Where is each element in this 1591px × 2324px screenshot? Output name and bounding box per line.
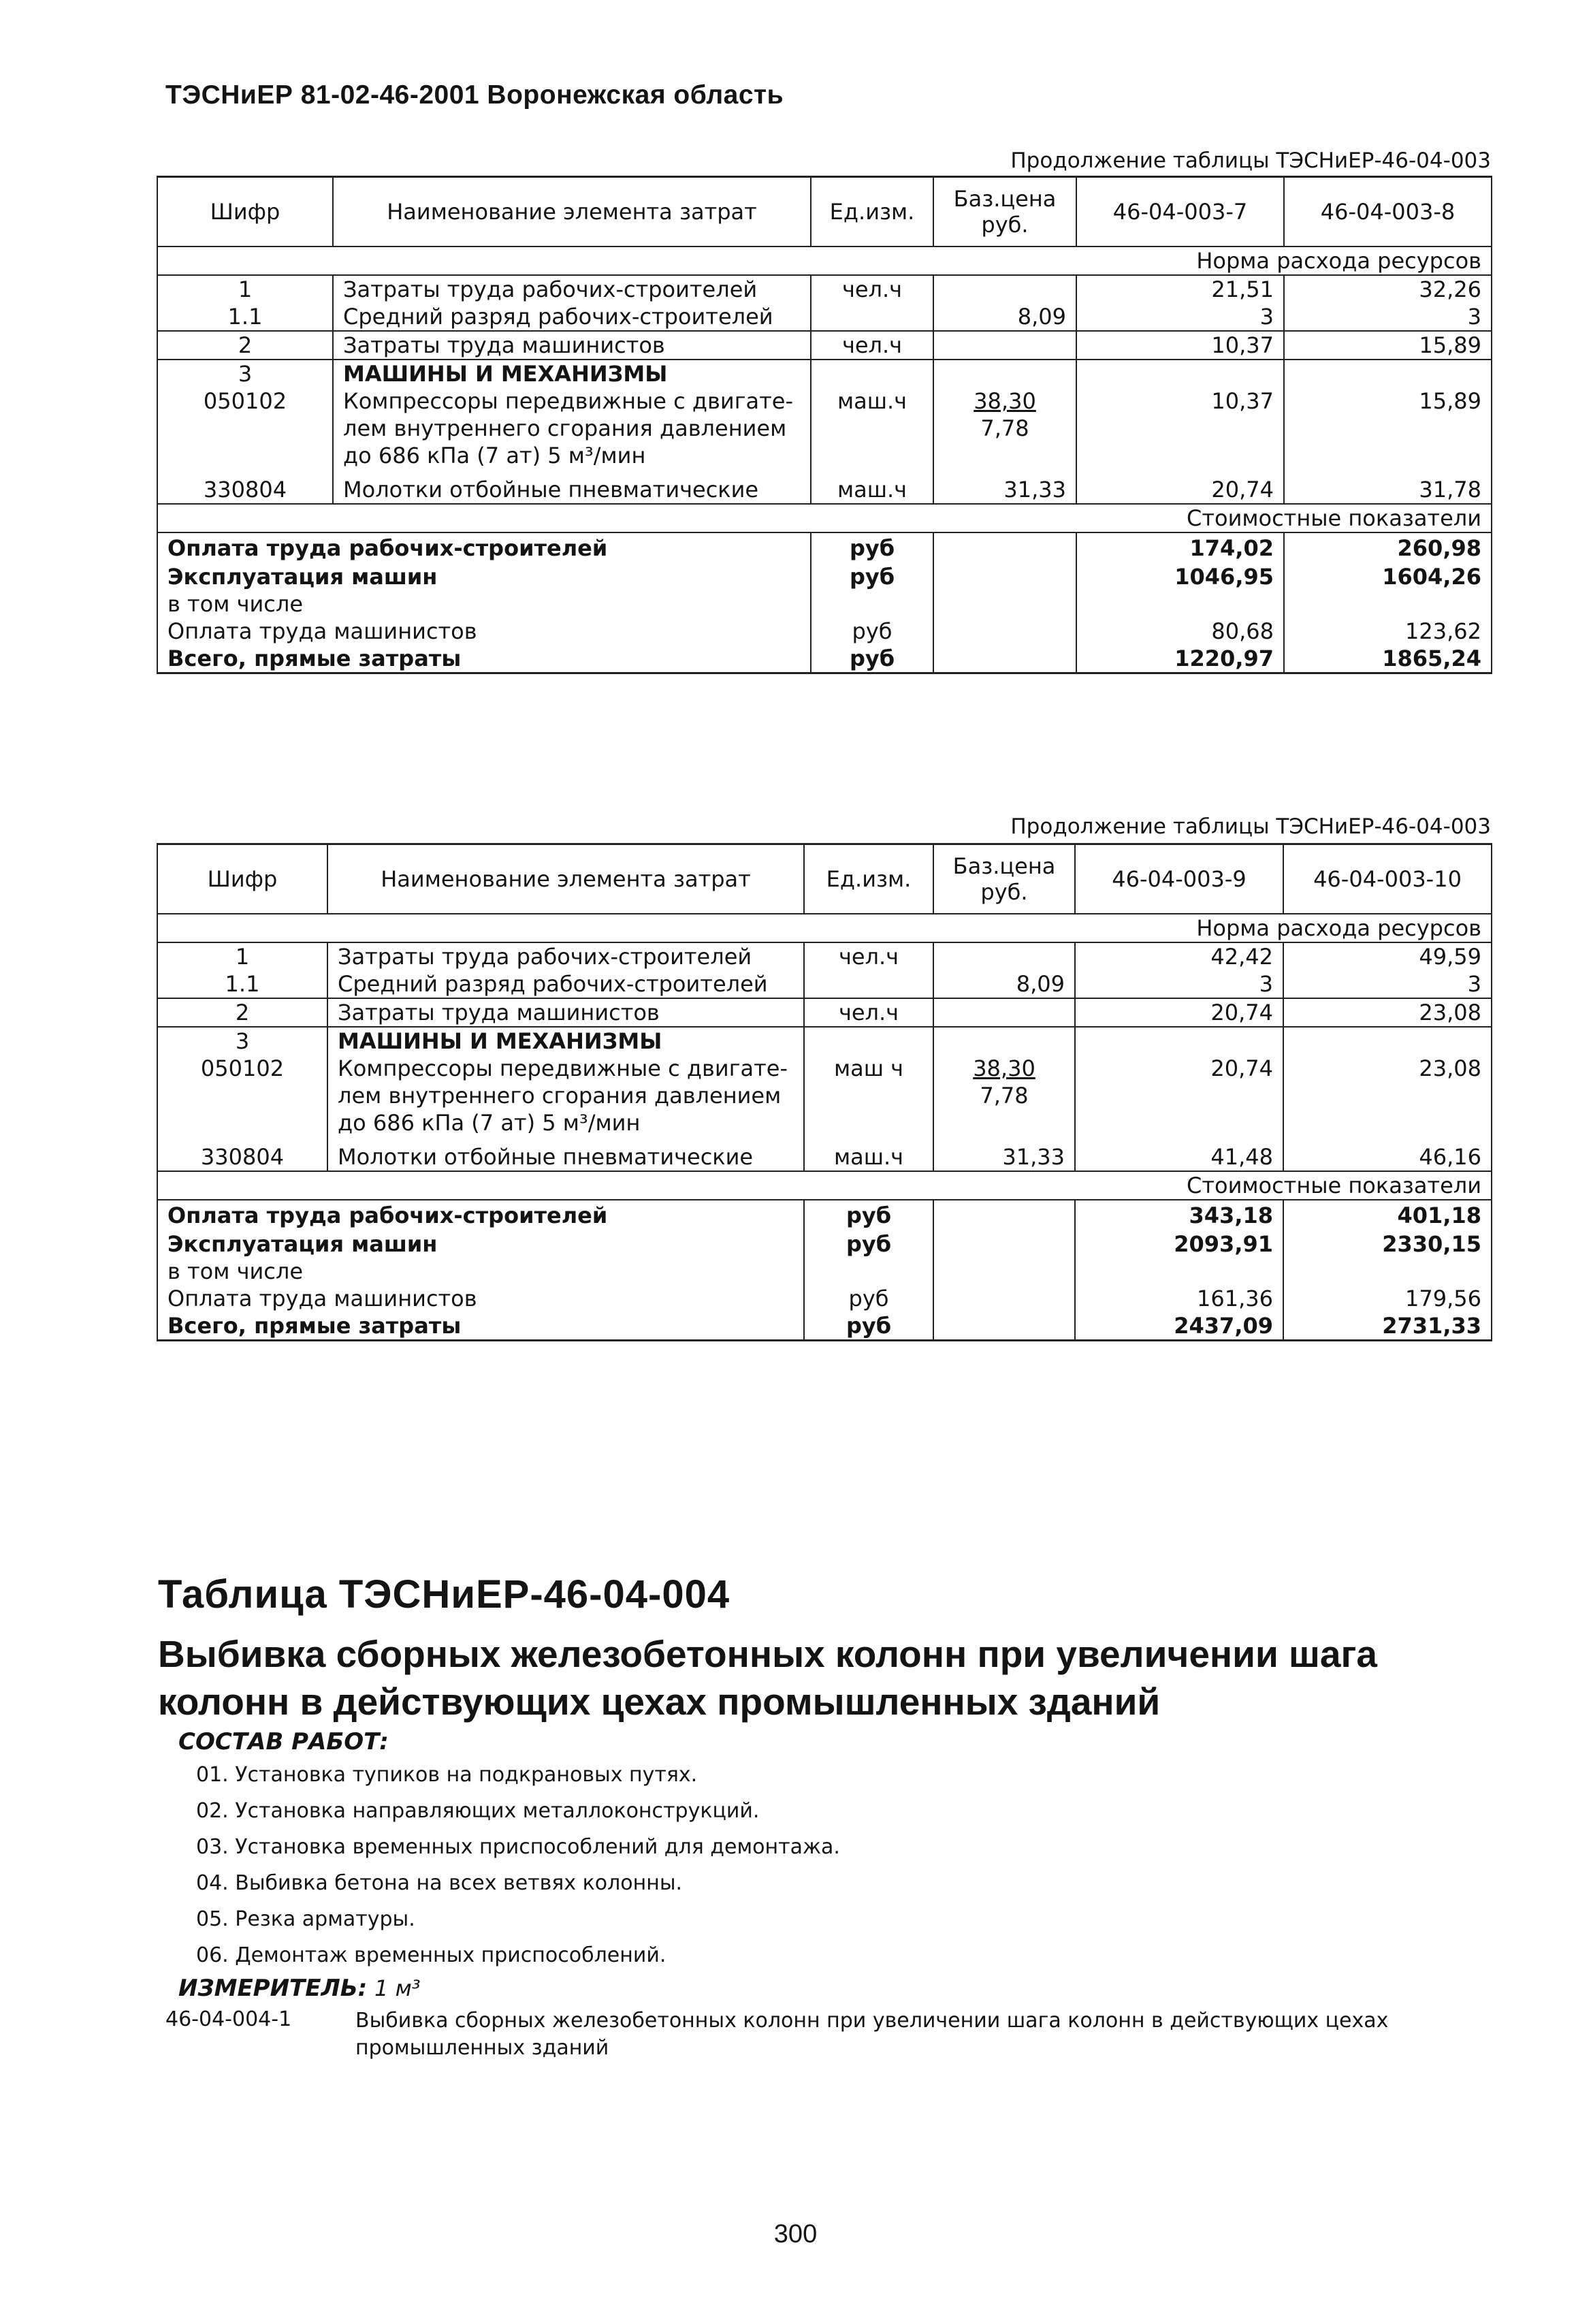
band-cost — [157, 1171, 1492, 1200]
header-name: Наименование элемента затрат — [333, 177, 811, 247]
row-value-a: 10,37 — [1076, 331, 1284, 360]
row-value-a: 20,74 — [1075, 998, 1283, 1027]
cost-unit: руб — [804, 1200, 933, 1230]
meter — [178, 1975, 421, 2002]
band-norm — [157, 914, 1492, 942]
cost-value-b: 123,62 — [1284, 618, 1492, 645]
row-value-a: 20,74 — [1076, 469, 1284, 504]
cost-value-b: 260,98 — [1284, 532, 1492, 563]
header-col-a: 46-04-003-7 — [1076, 177, 1284, 247]
table-row — [157, 331, 1492, 360]
band-norm-label: Норма расхода ресурсов — [157, 246, 1492, 275]
row-value-b: 15,89 — [1284, 387, 1492, 469]
header-unit: Ед.изм. — [804, 844, 933, 914]
cost-name: Эксплуатация машин — [157, 563, 811, 590]
cost-name: Оплата труда рабочих-строителей — [157, 1200, 804, 1230]
cost-row — [157, 1285, 1492, 1312]
row-code: 1.1 — [157, 303, 333, 331]
header-price: Баз.цена руб. — [933, 177, 1076, 247]
row-name: Средний разряд рабочих-строителей — [333, 303, 811, 331]
table-row — [157, 387, 1492, 469]
row-name-line: до 686 кПа (7 ат) 5 м³/мин — [338, 1110, 641, 1136]
row-value-b: 46,16 — [1283, 1136, 1492, 1171]
header-col-a: 46-04-003-9 — [1075, 844, 1283, 914]
cost-price — [933, 1200, 1075, 1230]
cost-value-a: 80,68 — [1076, 618, 1284, 645]
row-name: Затраты труда машинистов — [327, 998, 804, 1027]
meter-label: ИЗМЕРИТЕЛЬ: — [178, 1975, 368, 2002]
list-item: 04. Выбивка бетона на всех ветвях колонны. — [196, 1871, 683, 1895]
row-value-b: 31,78 — [1284, 469, 1492, 504]
cost-value-a: 174,02 — [1076, 532, 1284, 563]
list-item: 05. Резка арматуры. — [196, 1907, 415, 1931]
table-row — [157, 1027, 1492, 1055]
cost-price — [933, 532, 1076, 563]
row-unit — [811, 360, 933, 387]
row-name: Молотки отбойные пневматические — [327, 1136, 804, 1171]
list-item: 06. Демонтаж временных приспособлений. — [196, 1943, 666, 1967]
row-unit — [804, 970, 933, 998]
row-unit: чел.ч — [811, 275, 933, 303]
row-code: 3 — [157, 360, 333, 387]
entry-description: Выбивка сборных железобетонных колонн при увеличении шага колонн в действующих цехах промышленных зданий — [355, 2009, 1389, 2060]
row-price — [933, 331, 1076, 360]
header-name: Наименование элемента затрат — [327, 844, 804, 914]
header-row — [157, 177, 1492, 247]
row-price — [933, 360, 1076, 387]
row-name: Затраты труда рабочих-строителей — [333, 275, 811, 303]
meter-value: 1 м³ — [374, 1975, 421, 2001]
cost-value-b: 1604,26 — [1284, 563, 1492, 590]
cost-value-a: 2093,91 — [1075, 1230, 1283, 1258]
continuation-label: Продолжение таблицы ТЭСНиЕР-46-04-003 — [1010, 814, 1491, 839]
composition-heading: СОСТАВ РАБОТ: — [178, 1728, 389, 1755]
row-name: Молотки отбойные пневматические — [333, 469, 811, 504]
table-row — [157, 970, 1492, 998]
row-name — [333, 387, 811, 469]
row-unit: маш.ч — [804, 1136, 933, 1171]
row-price: 8,09 — [933, 303, 1076, 331]
row-price-line: 7,78 — [980, 1083, 1029, 1109]
cost-unit: руб — [811, 532, 933, 563]
row-name: Средний разряд рабочих-строителей — [327, 970, 804, 998]
cost-unit: руб — [811, 618, 933, 645]
row-value-b: 49,59 — [1283, 942, 1492, 970]
row-value-b: 23,08 — [1283, 1055, 1492, 1136]
row-unit — [811, 303, 933, 331]
table-row — [157, 942, 1492, 970]
cost-value-b — [1283, 1258, 1492, 1285]
cost-row — [157, 1312, 1492, 1341]
row-name-line: Компрессоры передвижные с двигате- — [343, 388, 793, 414]
row-value-a: 10,37 — [1076, 387, 1284, 469]
cost-row — [157, 1230, 1492, 1258]
table-row — [157, 1136, 1492, 1171]
header-code: Шифр — [157, 844, 327, 914]
cost-price — [933, 590, 1076, 618]
cost-price — [933, 1258, 1075, 1285]
cost-row — [157, 590, 1492, 618]
cost-unit: руб — [811, 563, 933, 590]
cost-name: в том числе — [157, 590, 811, 618]
cost-value-b: 2731,33 — [1283, 1312, 1492, 1341]
row-name-line: лем внутреннего сгорания давлением — [343, 415, 787, 441]
cost-name: Оплата труда рабочих-строителей — [157, 532, 811, 563]
continuation-label: Продолжение таблицы ТЭСНиЕР-46-04-003 — [1010, 148, 1491, 173]
row-name-line: Компрессоры передвижные с двигате- — [338, 1055, 788, 1081]
row-value-b — [1284, 360, 1492, 387]
cost-row — [157, 532, 1492, 563]
cost-unit — [804, 1258, 933, 1285]
cost-value-a — [1075, 1258, 1283, 1285]
cost-value-b: 179,56 — [1283, 1285, 1492, 1312]
row-price: 8,09 — [933, 970, 1075, 998]
row-price: 31,33 — [933, 469, 1076, 504]
header-price: Баз.цена руб. — [933, 844, 1075, 914]
row-name: Затраты труда рабочих-строителей — [327, 942, 804, 970]
page-number: 300 — [773, 2220, 818, 2248]
band-cost-label: Стоимостные показатели — [157, 1171, 1492, 1200]
table-row — [157, 360, 1492, 387]
row-code: 050102 — [157, 1055, 327, 1136]
row-name-line: до 686 кПа (7 ат) 5 м³/мин — [343, 443, 646, 468]
row-price-line: 38,30 — [974, 388, 1036, 414]
cost-price — [933, 618, 1076, 645]
cost-value-b: 2330,15 — [1283, 1230, 1492, 1258]
row-code: 050102 — [157, 387, 333, 469]
row-code: 1.1 — [157, 970, 327, 998]
row-name-line: лем внутреннего сгорания давлением — [338, 1083, 782, 1109]
row-price — [933, 998, 1075, 1027]
cost-unit: руб — [804, 1285, 933, 1312]
row-price — [933, 942, 1075, 970]
header-col-b: 46-04-003-8 — [1284, 177, 1492, 247]
table-row — [157, 1055, 1492, 1136]
cost-unit: руб — [804, 1312, 933, 1341]
cost-unit: руб — [804, 1230, 933, 1258]
row-price — [933, 275, 1076, 303]
row-value-b: 3 — [1284, 303, 1492, 331]
row-value-a: 20,74 — [1075, 1055, 1283, 1136]
section-title: Таблица ТЭСНиЕР-46-04-004 — [158, 1572, 730, 1617]
row-code: 3 — [157, 1027, 327, 1055]
row-unit — [804, 1027, 933, 1055]
cost-name: Всего, прямые затраты — [157, 645, 811, 673]
cost-unit: руб — [811, 645, 933, 673]
row-code: 1 — [157, 942, 327, 970]
row-price — [933, 1027, 1075, 1055]
cost-name: в том числе — [157, 1258, 804, 1285]
list-item: 02. Установка направляющих металлоконструкций. — [196, 1799, 760, 1823]
row-unit: чел.ч — [804, 998, 933, 1027]
band-cost — [157, 504, 1492, 532]
norms-table — [157, 176, 1492, 674]
row-name: Затраты труда машинистов — [333, 331, 811, 360]
cost-row — [157, 645, 1492, 673]
cost-value-b — [1284, 590, 1492, 618]
row-value-b: 23,08 — [1283, 998, 1492, 1027]
row-unit: чел.ч — [804, 942, 933, 970]
table-row — [157, 998, 1492, 1027]
header-unit: Ед.изм. — [811, 177, 933, 247]
row-code: 1 — [157, 275, 333, 303]
cost-price — [933, 1230, 1075, 1258]
row-value-a: 3 — [1076, 303, 1284, 331]
row-value-a: 42,42 — [1075, 942, 1283, 970]
entry-code: 46-04-004-1 — [165, 2007, 292, 2031]
cost-name: Эксплуатация машин — [157, 1230, 804, 1258]
band-norm — [157, 246, 1492, 275]
row-value-a — [1076, 360, 1284, 387]
cost-price — [933, 563, 1076, 590]
table-row — [157, 303, 1492, 331]
row-code: 330804 — [157, 469, 333, 504]
band-cost-label: Стоимостные показатели — [157, 504, 1492, 532]
row-price — [933, 1055, 1075, 1136]
row-value-a — [1075, 1027, 1283, 1055]
cost-value-a: 161,36 — [1075, 1285, 1283, 1312]
cost-unit — [811, 590, 933, 618]
cost-value-a: 1046,95 — [1076, 563, 1284, 590]
cost-value-a: 1220,97 — [1076, 645, 1284, 673]
header-code: Шифр — [157, 177, 333, 247]
row-code: 2 — [157, 998, 327, 1027]
band-norm-label: Норма расхода ресурсов — [157, 914, 1492, 942]
cost-value-b: 401,18 — [1283, 1200, 1492, 1230]
row-value-a: 41,48 — [1075, 1136, 1283, 1171]
cost-value-a: 343,18 — [1075, 1200, 1283, 1230]
row-price-line: 38,30 — [973, 1055, 1035, 1081]
row-value-a: 3 — [1075, 970, 1283, 998]
cost-price — [933, 1285, 1075, 1312]
cost-price — [933, 1312, 1075, 1341]
list-item: 03. Установка временных приспособлений для демонтажа. — [196, 1835, 840, 1859]
row-value-a: 21,51 — [1076, 275, 1284, 303]
works-list — [196, 1757, 840, 1973]
section-subtitle: Выбивка сборных железобетонных колонн при увеличении шага колонн в действующих цехах промышленных зданий — [158, 1633, 1377, 1723]
header-col-b: 46-04-003-10 — [1283, 844, 1492, 914]
cost-price — [933, 645, 1076, 673]
row-code: 2 — [157, 331, 333, 360]
row-unit: чел.ч — [811, 331, 933, 360]
row-price — [933, 387, 1076, 469]
row-unit: маш.ч — [811, 387, 933, 469]
norms-table — [157, 843, 1492, 1341]
cost-name: Оплата труда машинистов — [157, 1285, 804, 1312]
row-price: 31,33 — [933, 1136, 1075, 1171]
row-unit: маш.ч — [811, 469, 933, 504]
row-name: МАШИНЫ И МЕХАНИЗМЫ — [327, 1027, 804, 1055]
header-row — [157, 844, 1492, 914]
cost-value-a — [1076, 590, 1284, 618]
cost-row — [157, 1258, 1492, 1285]
row-price-line: 7,78 — [980, 415, 1029, 441]
row-value-b: 3 — [1283, 970, 1492, 998]
row-name: МАШИНЫ И МЕХАНИЗМЫ — [333, 360, 811, 387]
row-value-b — [1283, 1027, 1492, 1055]
cost-value-b: 1865,24 — [1284, 645, 1492, 673]
cost-row — [157, 618, 1492, 645]
row-value-b: 32,26 — [1284, 275, 1492, 303]
table-row — [157, 275, 1492, 303]
row-value-b: 15,89 — [1284, 331, 1492, 360]
cost-name: Оплата труда машинистов — [157, 618, 811, 645]
page-header: ТЭСНиЕР 81-02-46-2001 Воронежская область — [165, 80, 784, 110]
table-row — [157, 469, 1492, 504]
row-name — [327, 1055, 804, 1136]
row-unit: маш ч — [804, 1055, 933, 1136]
cost-name: Всего, прямые затраты — [157, 1312, 804, 1341]
cost-row — [157, 563, 1492, 590]
list-item: 01. Установка тупиков на подкрановых путях. — [196, 1763, 698, 1787]
cost-value-a: 2437,09 — [1075, 1312, 1283, 1341]
row-code: 330804 — [157, 1136, 327, 1171]
cost-row — [157, 1200, 1492, 1230]
